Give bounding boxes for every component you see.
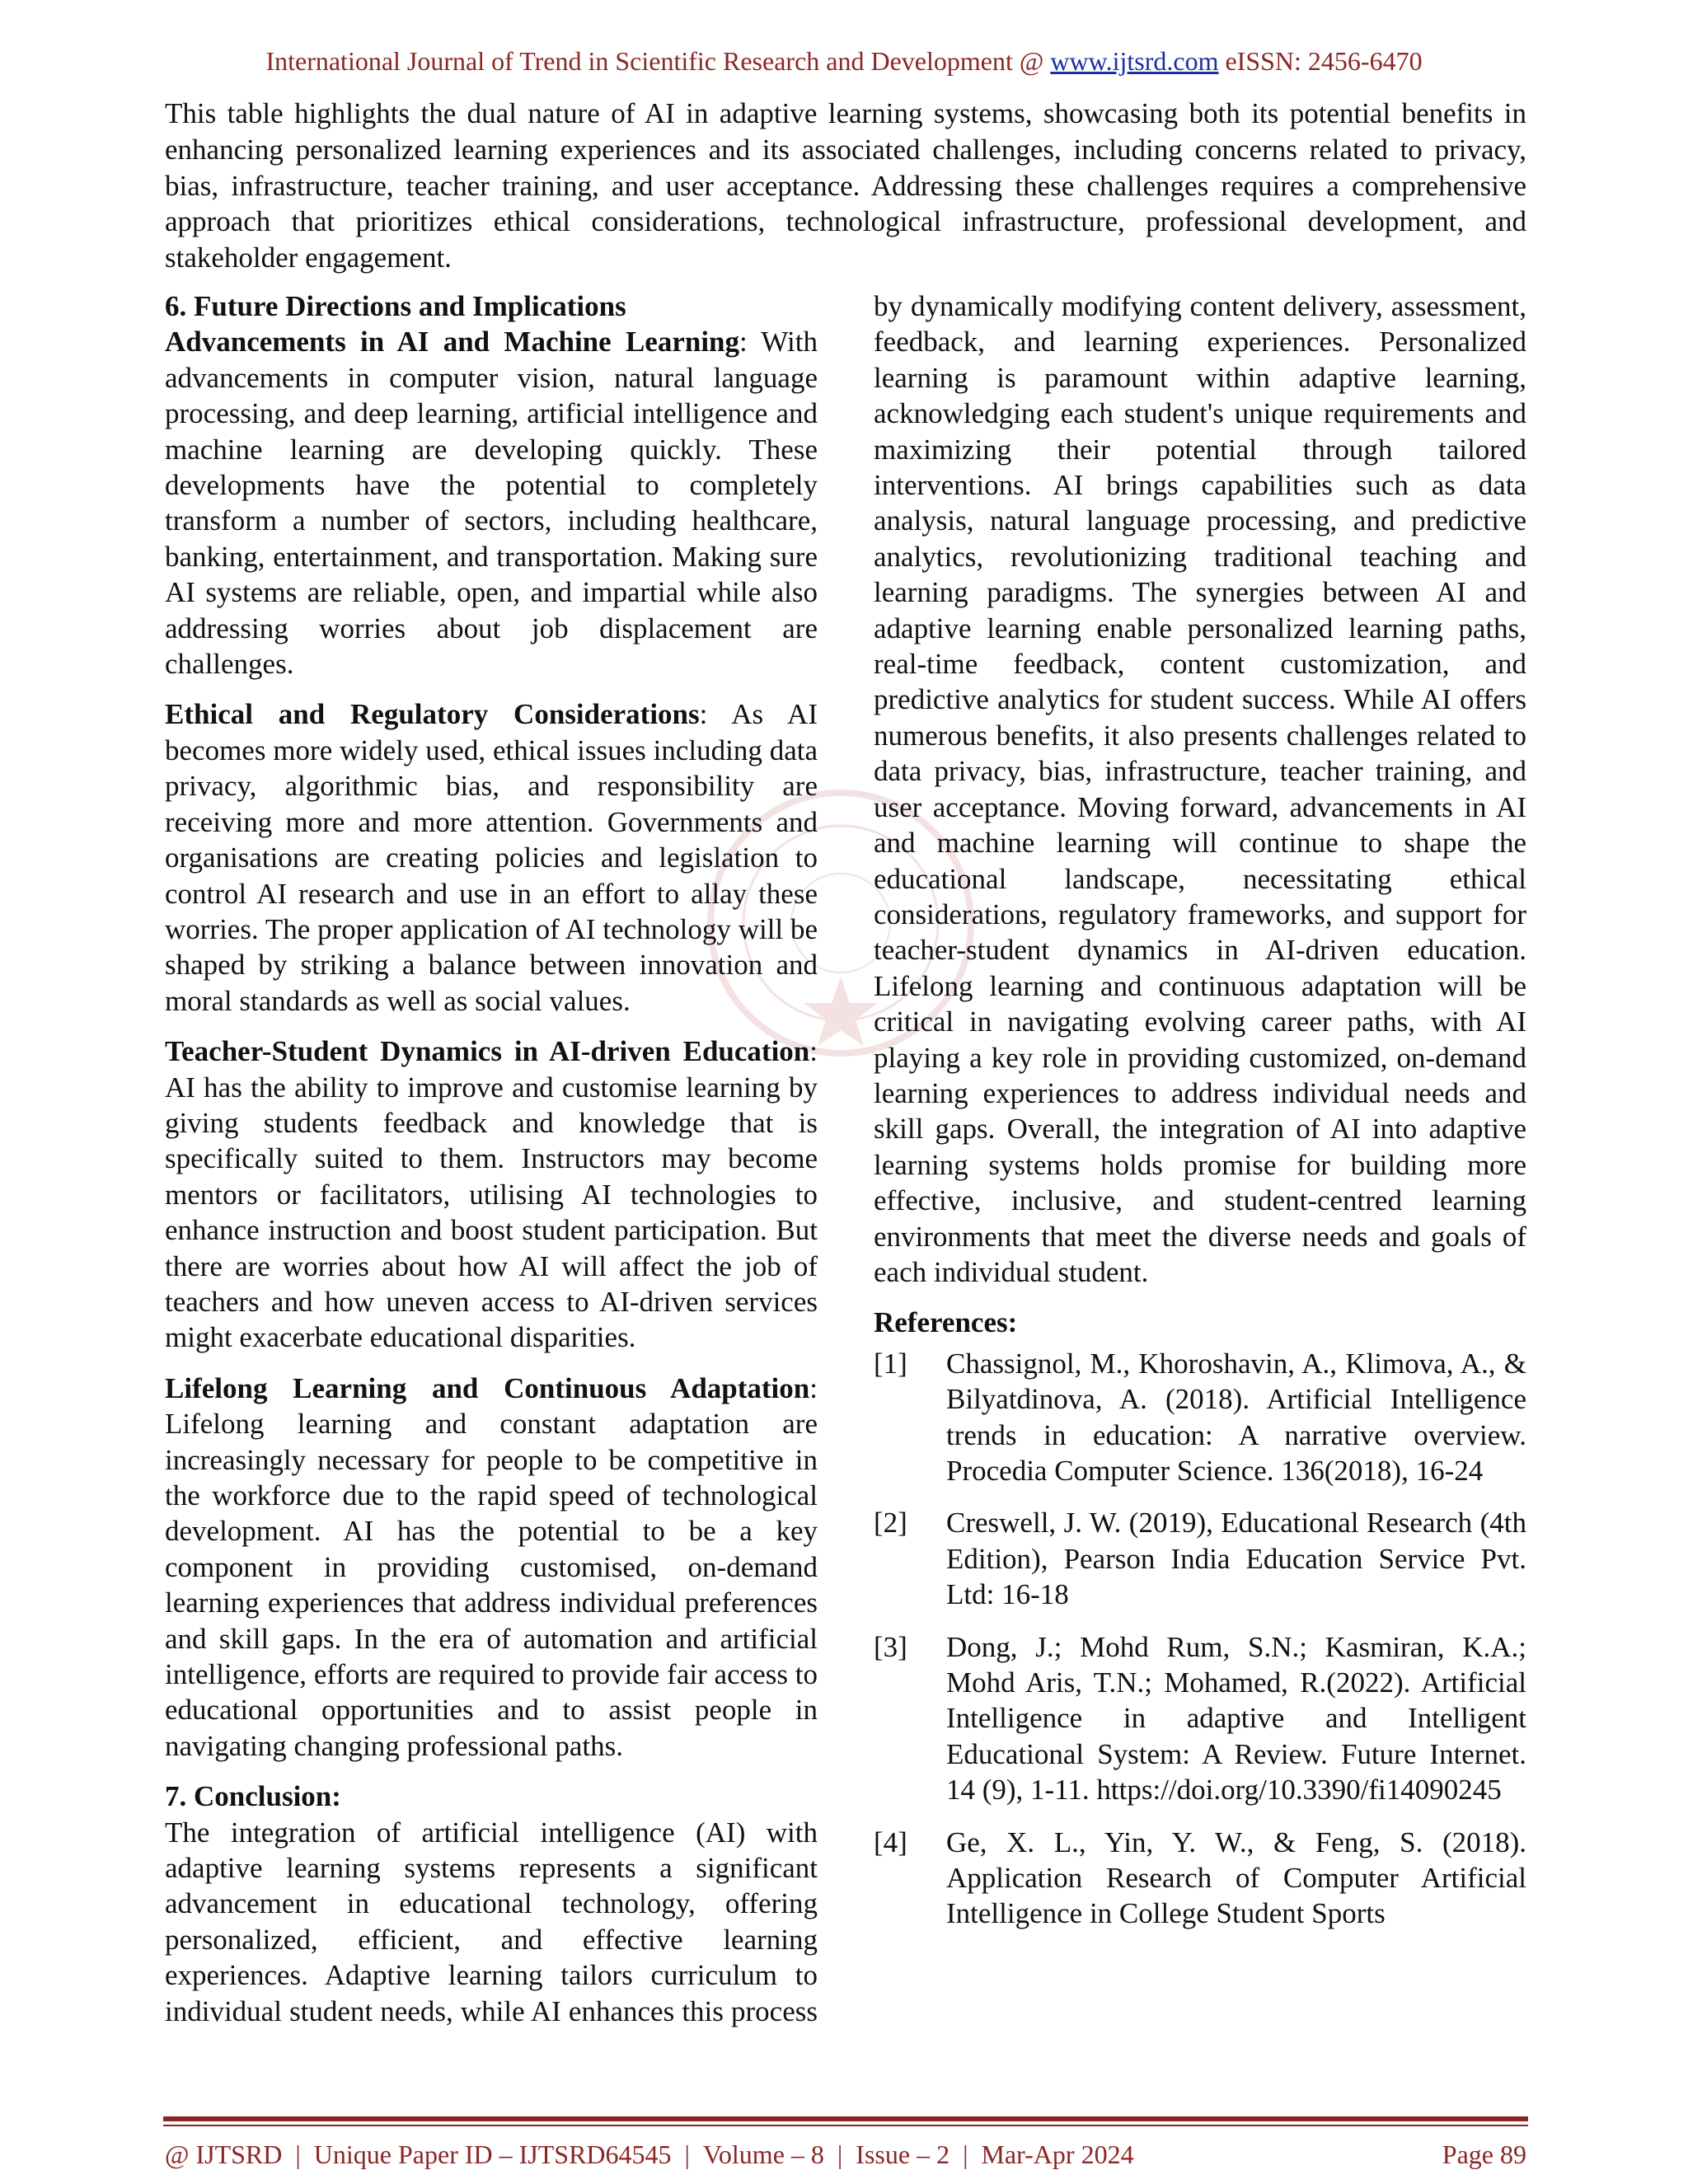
paragraph-lead: Advancements in AI and Machine Learning [165,326,740,359]
reference-number: [4] [874,1825,907,1858]
paragraph-body: : Lifelong learning and constant adaptation are increasingly necessary for people to be competitive in the workforce due to the rapid speed of technological development. AI has the potential to be a key component in providing customised, on-demand learning experiences that address individual preferences and skill gaps. In the era of automation and artificial intelligence, efforts are required to provide fair access to educational opportunities and to assist people in navigating changing professional paths. [165,1371,818,1762]
footer-brand: @ IJTSRD [165,2139,283,2169]
journal-name: International Journal of Trend in Scientific Research and Development @ [265,46,1044,76]
running-footer [165,2139,1526,2170]
reference-text: Dong, J.; Mohd Rum, S.N.; Kasmiran, K.A.; Mohd Aris, T.N.; Mohamed, R.(2022). Artificial Intelligence in adaptive and Intelligent Educational System: A Review. Future Internet. 14 (9), 1-11. https://doi.org/10.3390/fi14090245 [946,1630,1526,1807]
references-heading: References: [874,1306,1018,1339]
footer-separator: | [837,2139,843,2169]
paragraph-lead: Lifelong Learning and Continuous Adaptation [165,1371,810,1404]
footer-rule-thin [163,2125,1528,2126]
footer-volume: Volume – 8 [702,2139,824,2169]
footer-date: Mar-Apr 2024 [981,2139,1134,2169]
reference-item [874,1629,1526,1808]
paragraph-ethical-regulatory [165,696,818,1019]
conclusion-left-part [165,1886,818,2063]
paragraph-body: : As AI becomes more widely used, ethical issues including data privacy, algorithmic bias, and responsibility are receiving more and more attention. Governments and organisations are creating policies and legislation to control AI research and use in an effort to allay these worries. The proper application of AI technology will be shaped by striking a balance between innovation and moral standards as well as social values. [165,698,818,1017]
reference-text: Creswell, J. W. (2019), Educational Research (4th Edition), Pearson India Education Service Pvt. Ltd: 16-18 [946,1507,1526,1611]
journal-url-link[interactable]: www.ijtsrd.com [1050,46,1219,76]
paragraph-lead: Teacher-Student Dynamics in AI-driven Education [165,1035,810,1068]
section-6-heading: 6. Future Directions and Implications [165,290,626,322]
paragraph-lead: Ethical and Regulatory Considerations [165,698,700,731]
journal-issn: eISSN: 2456-6470 [1225,46,1423,76]
reference-number: [3] [874,1630,907,1663]
footer-meta [165,2139,1134,2170]
conclusion-paragraph-part-2: by dynamically modifying content delivery, assessment, feedback, and learning experiences. Personalized learning is paramount within adaptive learning, acknowledging each student's unique requirements and maximizing their potential through tailored interventions. AI brings capabilities such as data analysis, natural language processing, and predictive analytics, revolutionizing traditional teaching and learning paradigms. The synergies between AI and adaptive learning enable personalized learning paths, real-time feedback, content customization, and predictive analytics for student success. While AI offers numerous benefits, it also presents challenges related to data privacy, bias, infrastructure, teacher training, and user acceptance. Moving forward, advancements in AI and machine learning will continue to shape the educational landscape, necessitating ethical considerations, regulatory frameworks, and support for teacher-student dynamics in AI-driven education. Lifelong learning and continuous adaptation will be critical in navigating evolving career paths, with AI playing a key role in providing customized, on-demand learning experiences to address individual needs and skill gaps. Overall, the integration of AI into adaptive learning systems holds promise for building more effective, inclusive, and student-centred learning environments that meet the diverse needs and goals of each individual student. [874,290,1526,1288]
reference-text: Chassignol, M., Khoroshavin, A., Klimova, A., & Bilyatdinova, A. (2018). Artificial Intelligence trends in education: A narrative overview. Procedia Computer Science. 136(2018), 16-24 [946,1347,1526,1487]
right-column [874,288,1526,1948]
reference-number: [1] [874,1347,907,1380]
left-column [165,288,818,2029]
paragraph-body: : AI has the ability to improve and customise learning by giving students feedback and knowledge that is specifically suited to them. Instructors may become mentors or facilitators, utilising AI technologies to enhance instruction and boost student participation. But there are worries about how AI will affect the job of teachers and how uneven access to AI-driven services might exacerbate educational disparities. [165,1035,818,1354]
section-7-heading: 7. Conclusion: [165,1780,341,1813]
paragraph-teacher-student [165,1033,818,1356]
reference-item [874,1346,1526,1489]
reference-item [874,1825,1526,1932]
footer-rule-thick [163,2116,1528,2121]
references-list [874,1346,1526,1932]
reference-number: [2] [874,1507,907,1540]
reference-text: Ge, X. L., Yin, Y. W., & Feng, S. (2018). Application Research of Computer Artificial Intelligence in College Student Sports [946,1825,1526,1930]
paragraph-ai-ml-advancements [165,324,818,682]
footer-page-number: Page 89 [1442,2139,1526,2169]
footer-issue: Issue – 2 [856,2139,950,2169]
intro-paragraph: This table highlights the dual nature of AI in adaptive learning systems, showcasing both its potential benefits in enhancing personalized learning experiences and its associated challenges, including concerns related to privacy, bias, infrastructure, teacher training, and user acceptance. Addressing these challenges requires a comprehensive approach that prioritizes ethical considerations, technological infrastructure, professional development, and stakeholder engagement. [165,97,1526,274]
footer-paper-id: Unique Paper ID – IJTSRD64545 [313,2139,672,2169]
reference-item [874,1505,1526,1612]
paragraph-lifelong-learning [165,1371,818,1764]
running-header [0,46,1688,77]
conclusion-paragraph-part-1: The integration of artificial intelligence (AI) with adaptive learning systems represents a significant advancement in educational technology, offering personalized, efficient, and effective learning experiences. Adaptive learning tailors curriculum to individual student needs, while AI enhances this process [165,1816,818,2027]
footer-separator: | [684,2139,690,2169]
footer-separator: | [963,2139,968,2169]
footer-separator: | [295,2139,301,2169]
paragraph-body: : With advancements in computer vision, natural language processing, and deep learning, artificial intelligence and machine learning are developing quickly. These developments have the potential to completely transform a number of sectors, including healthcare, banking, entertainment, and transportation. Making sure AI systems are reliable, open, and impartial while also addressing worries about job displacement are challenges. [165,326,818,681]
